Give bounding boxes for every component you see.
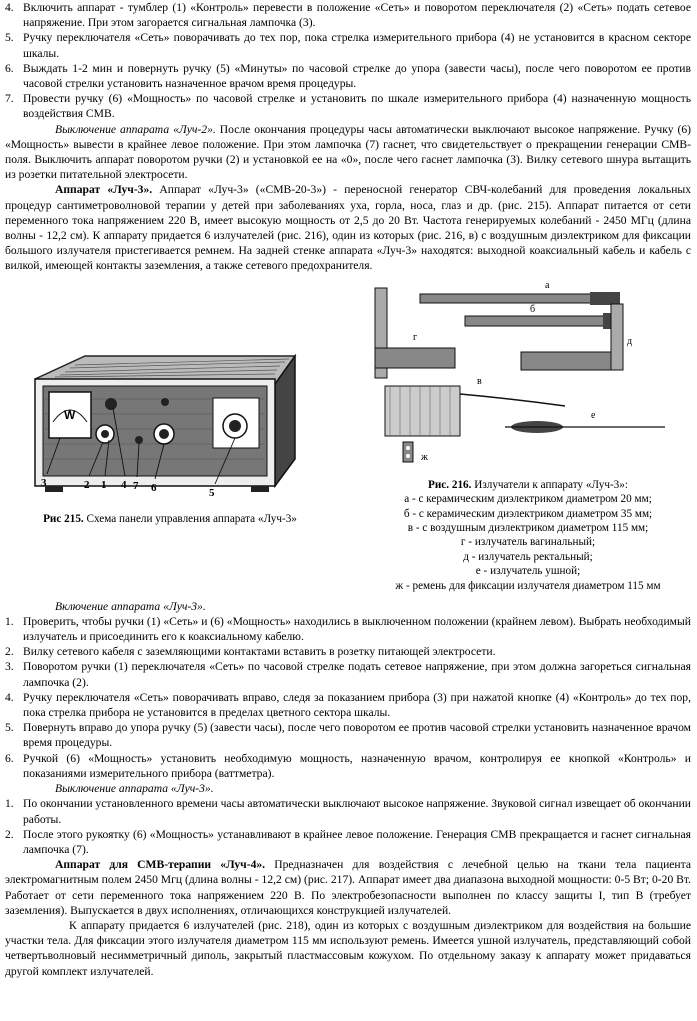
- list-item: 1. По окончании установленного времени часы автоматически выключают высокое напряжение. Звуковой сигнал извещает об окончании работы.: [5, 797, 691, 826]
- callout-label: 5: [209, 486, 215, 499]
- luch4-paragraph-2: К аппарату придается 6 излучателей (рис. 218), один из которых с воздушным диэлектриком для воздействия на большие участки тела. Для фиксации этого излучателя диаметром 115 мм используют ремень. Имеется ушной излучатель, представляющий собой четвертьволновый несимметричный диполь, закрытый пластмассовым кожухом. По отдельному заказу к аппарату может придаваться другой комплект излучателей.: [5, 918, 691, 978]
- emitter-letter: д: [627, 335, 633, 347]
- caption-title: Рис. 216. Излучатели к аппарату «Луч-3»:: [428, 478, 628, 491]
- list-item: 3. Поворотом ручки (1) переключателя «Сеть» по часовой стрелке подать сетевое напряжение, при этом должна загореться сигнальная лампочка (2).: [5, 660, 691, 689]
- meter-letter: W: [64, 407, 76, 422]
- callout-label: 4: [121, 478, 127, 491]
- caption-item: д - излучатель ректальный;: [463, 550, 593, 563]
- figure-215-caption: Рис 215. Схема панели управления аппарата «Луч-3»: [43, 512, 297, 525]
- emitter-letter: е: [591, 409, 596, 421]
- list-item: 2. Вилку сетевого кабеля с заземляющими контактами вставить в розетку питающей электросети.: [5, 645, 496, 659]
- caption-item: б - с керамическим диэлектриком диаметром 35 мм;: [403, 507, 653, 520]
- callout-label: 3: [41, 476, 47, 489]
- list-item: 5. Ручку переключателя «Сеть» поворачивать до тех пор, пока стрелка измерительного прибора (4) не установится в красном секторе шкалы.: [5, 31, 691, 60]
- list-item: 1. Проверить, чтобы ручки (1) «Сеть» и (6) «Мощность» находились в выключенном положении (крайнем левом). Выбрать необходимый излучатель и присоединить его к коаксиальному кабелю.: [5, 614, 691, 644]
- device-panel-illustration: [5, 274, 335, 504]
- figure-215: [5, 274, 335, 599]
- on-luch3-title: Включение аппарата «Луч-3».: [55, 599, 206, 613]
- figures-row: [5, 274, 691, 599]
- figure-216: [365, 274, 691, 599]
- emitter-letter: а: [545, 279, 550, 291]
- list-item: 2. После этого рукоятку (6) «Мощность» устанавливают в крайнее левое положение. Генерация СМВ прекращается и гаснет сигнальная лампочка (7).: [5, 827, 691, 856]
- luch3-paragraph: Аппарат «Луч-3». Аппарат «Луч-3» («СМВ-20-3») - переносной генератор СВЧ-колебаний для проведения локальных процедур сантиметроволновой терапии у детей при заболеваниях уха, горла, носа, глаз и др. (рис. 215). Аппарат питается от сети переменного тока напряжением 220 В, имеет высокую мощность от 2,5 до 20 Вт. Частота генерируемых колебаний - 2450 МГц (длина волны - 12,2 см). К аппарату придается 6 излучателей (рис. 216), один из которых (рис. 216, в) с воздушным диэлектриком для фиксации большого излучателя пристегивается ремнем. На задней стенке аппарата «Луч-3» находятся: выходной коаксиальный кабель и кабель с вилкой, имеющей контакты заземления, а также сетевого предохранителя.: [5, 183, 691, 273]
- off-luch2-paragraph: Выключение аппарата «Луч-2». После окончания процедуры часы автоматически выключают высокое напряжение. Ручку (6) «Мощность» вывести в крайнее левое положение. При этом лампочка (7) гаснет, что свидетельствует о прекращении генерации СМВ-поля. Выключить аппарат поворотом ручки (2) и установкой ее на «0», после чего гаснет лампочка (3). Вилку сетевого шнура вытащить из розетки питательной электросети.: [5, 122, 691, 182]
- list-item: 6. Выждать 1-2 мин и повернуть ручку (5) «Минуты» по часовой стрелке до упора (завести часы), после чего поворотом ее против часовой стрелки установить назначенное врачом время процедуры.: [5, 61, 691, 91]
- figure-216-caption: [365, 478, 691, 593]
- list-item: 7. Провести ручку (6) «Мощность» по часовой стрелке и установить по шкале измерительного прибора (4) назначенную мощность воздействия СМВ.: [5, 92, 691, 121]
- document-page: [5, 0, 691, 979]
- top-list: [5, 0, 691, 122]
- off-luch3-list: [5, 796, 691, 857]
- caption-item: в - с воздушным диэлектриком диаметром 115 мм;: [407, 522, 649, 535]
- emitter-letter: ж: [421, 451, 428, 463]
- list-item: 6. Ручкой (6) «Мощность» установить необходимую мощность, назначенную врачом, контролируя ее кнопкой «Контроль» и показаниями измерительного прибора (ваттметра).: [5, 751, 691, 780]
- callout-label: 2: [84, 478, 90, 491]
- caption-item: г - излучатель вагинальный;: [460, 536, 596, 549]
- emitter-letter: г: [413, 331, 418, 343]
- callout-label: 1: [101, 478, 107, 491]
- on-luch3-list: [5, 614, 691, 781]
- emitter-letter: б: [530, 303, 536, 315]
- list-item: 4. Ручку переключателя «Сеть» поворачивать вправо, следя за показанием прибора (3) при нажатой кнопке (4) «Контроль» до тех пор, пока стрелка прибора не установится в пределах цветного сектора шкалы.: [5, 690, 691, 720]
- caption-item: а - с керамическим диэлектриком диаметром 20 мм;: [404, 493, 652, 506]
- caption-item: ж - ремень для фиксации излучателя диаметром 115 мм: [395, 579, 661, 592]
- list-item: 5. Повернуть вправо до упора ручку (5) (завести часы), после чего поворотом ее против часовой стрелки установить назначенное врачом время процедуры.: [5, 721, 691, 750]
- emitters-illustration: [365, 274, 691, 474]
- luch4-paragraph: Аппарат для СМВ-терапии «Луч-4». Предназначен для воздействия с лечебной целью на ткани тела пациента электромагнитным полем 2450 Мгц (длина волны - 12,2 см) (рис. 217). Аппарат имеет два диапазона выходной мощности: 0-5 Вт; 0-20 Вт. Работает от сети переменного тока напряжением 220 В. По электробезопасности выполнен по классу защиты I, тип В (требует заземления). Выпускается в двух исполнениях, отличающихся конструкцией излучателей.: [5, 858, 691, 917]
- emitter-letter: в: [477, 375, 482, 387]
- callout-label: 6: [151, 481, 157, 494]
- callout-label: 7: [133, 479, 139, 492]
- off-luch3-title: Выключение аппарата «Луч-3».: [55, 782, 214, 796]
- list-item: 4. Включить аппарат - тумблер (1) «Контроль» перевести в положение «Сеть» и поворотом переключателя (2) «Сеть» подать сетевое напряжение. При этом загорается сигнальная лампочка (3).: [5, 1, 691, 30]
- caption-item: е - излучатель ушной;: [475, 565, 581, 578]
